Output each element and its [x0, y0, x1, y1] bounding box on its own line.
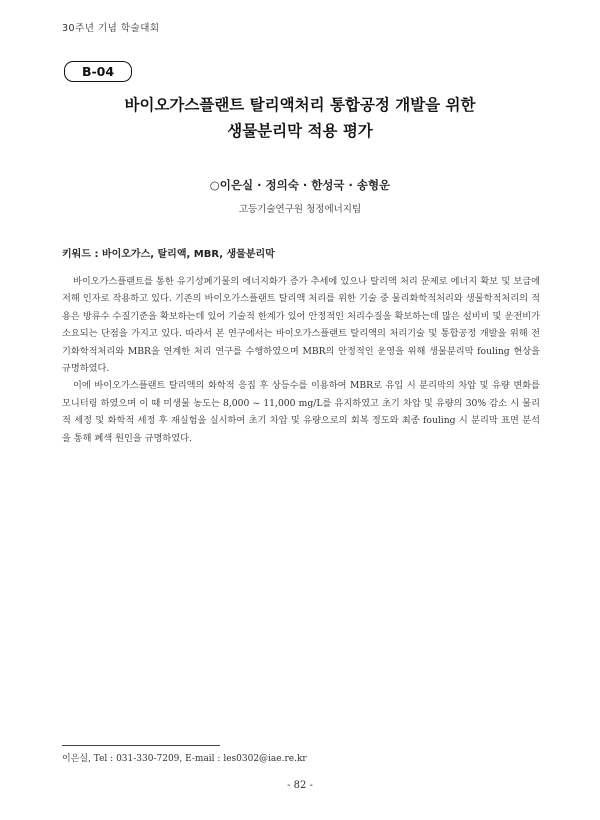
title-line-2: 생물분리막 적용 평가 — [227, 122, 373, 140]
running-header: 30주년 기념 학술대회 — [62, 23, 160, 34]
footnote-divider — [62, 745, 220, 746]
paper-title — [60, 92, 540, 144]
keywords: 키워드 : 바이오가스, 탈리액, MBR, 생물분리막 — [62, 249, 275, 260]
abstract-paragraph-1: 바이오가스플랜트를 통한 유기성폐기물의 에너지화가 증가 추세에 있으나 탈리액 처리 문제로 에너지 확보 및 보급에 저해 인자로 작용하고 있다. 기존의 바이오가스플랜트 탈리액 처리를 위한 기술 중 물리화학적처리와 생물학적처리의 적용은 방류수 수질기준을 확보하는데 있어 기술적 한계가 있어 안정적인 처리수질을 확보하는데 많은 설비비 및 운전비가 소요되는 단점을 가지고 있다. 따라서 본 연구에서는 바이오가스플랜트 탈리액의 처리기술 및 통합공정 개발을 위해 전기화학적처리와 MBR을 연계한 처리 연구를 수행하였으며 MBR의 안정적인 운영을 위해 생물분리막 fouling 현상을 규명하였다. — [62, 276, 540, 375]
abstract-paragraph-2: 이에 바이오가스플랜트 탈리액의 화학적 응집 후 상등수를 이용하여 MBR로 유입 시 분리막의 차압 및 유량 변화를 모니터링 하였으며 이 때 미생물 농도는 8,000 ~ 11,000 mg/L를 유지하였고 초기 차압 및 유량의 30% 감소 시 물리적 세정 및 화학적 세정 후 재실험을 실시하여 초기 차압 및 유량으로의 회복 정도와 최종 fouling 시 분리막 표면 분석을 통해 폐색 원인을 규명하였다. — [62, 380, 540, 444]
abstract-body — [62, 273, 540, 447]
title-line-1: 바이오가스플랜트 탈리액처리 통합공정 개발을 위한 — [124, 96, 476, 114]
author-list: ○이은실 · 정의숙 · 한성국 · 송형운 — [209, 178, 391, 192]
abstract-code-badge: B-04 — [64, 61, 132, 82]
affiliation: 고등기술연구원 청정에너지팀 — [238, 204, 362, 215]
contact-footnote: 이은실, Tel : 031-330-7209, E-mail : les0302@iae.re.kr — [62, 754, 307, 764]
page-number: - 82 - — [287, 780, 313, 791]
